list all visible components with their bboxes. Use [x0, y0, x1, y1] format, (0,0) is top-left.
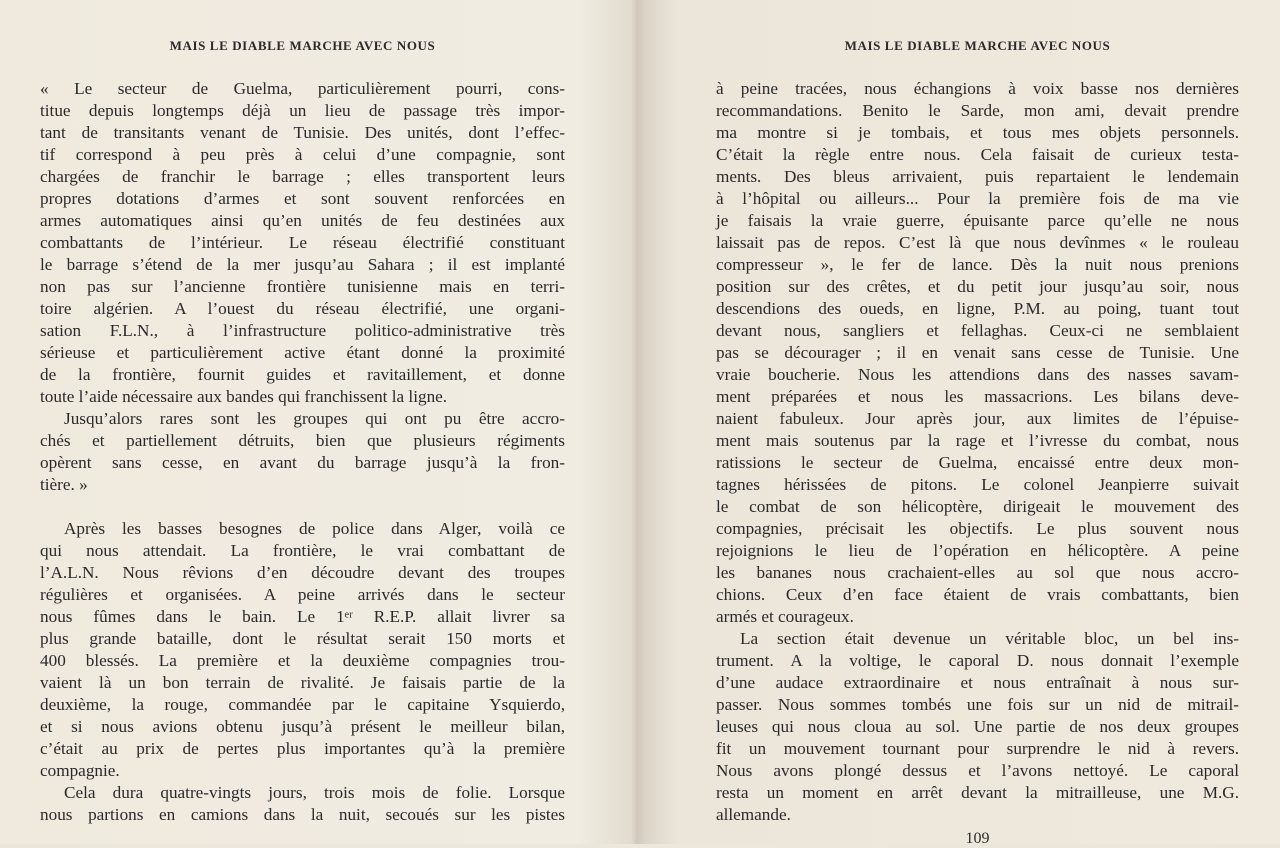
text-line: nous fûmes dans le bain. Le 1ᵉʳ R.E.P. allait livrer sa [40, 607, 565, 626]
text-line: naient fabuleux. Jour après jour, aux limites de l’épuise- [716, 409, 1239, 428]
text-line: tif correspond à peu près à celui d’une compagnie, sont [40, 145, 565, 164]
text-line: non pas sur l’ancienne frontière tunisienne mais en terri- [40, 277, 565, 296]
text-line: propres dotations d’armes et sont souvent renforcées en [40, 189, 565, 208]
text-line: passer. Nous sommes tombés une fois sur un nid de mitrail- [716, 695, 1239, 714]
text-line: combattants de l’intérieur. Le réseau électrifié constituant [40, 233, 565, 252]
text-line: c’était au prix de pertes plus importantes qu’à la première [40, 739, 565, 758]
text-line: tagnes hérissées de pitons. Le colonel Jeanpierre suivait [716, 475, 1239, 494]
text-line: régulières et organisées. A peine arrivés dans le secteur [40, 585, 565, 604]
text-line: vraie boucherie. Nous les attendions dans des nasses savam- [716, 365, 1239, 384]
text-line: l’A.L.N. Nous rêvions d’en découdre devant des troupes [40, 563, 565, 582]
text-line: laissait pas de repos. C’est là que nous devînmes « le rouleau [716, 233, 1239, 252]
text-line: Jusqu’alors rares sont les groupes qui ont pu être accro- [64, 409, 565, 428]
text-line: plus grande bataille, dont le résultat serait 150 morts et [40, 629, 565, 648]
text-line: et si nous avions obtenu jusqu’à présent le meilleur bilan, [40, 717, 565, 736]
text-line: à l’hôpital ou ailleurs... Pour la première fois de ma vie [716, 189, 1239, 208]
text-line: je faisais la vraie guerre, épuisante parce qu’elle ne nous [716, 211, 1239, 230]
body-text [716, 78, 1239, 826]
text-line: sérieuse et particulièrement active étant donné la proximité [40, 343, 565, 362]
text-line: titue depuis longtemps déjà un lieu de passage très impor- [40, 101, 565, 120]
running-head: MAIS LE DIABLE MARCHE AVEC NOUS [169, 38, 436, 53]
text-line: vaient là un bon terrain de rivalité. Je faisais partie de la [40, 673, 565, 692]
paragraph-gap [40, 496, 565, 518]
text-line: ment mais soutenus par la rage et l’ivresse du combat, nous [716, 431, 1239, 450]
text-line: ments. Des bleus arrivaient, puis repartaient le lendemain [716, 167, 1239, 186]
text-line: compagnie. [40, 761, 120, 780]
right-page [716, 0, 1239, 847]
text-line: ratissions le secteur de Guelma, encaissé entre deux mon- [716, 453, 1239, 472]
text-line: tant de transitants venant de Tunisie. Des unités, dont l’effec- [40, 123, 565, 142]
text-line: rejoignions le lieu de l’opération en hélicoptère. A peine [716, 541, 1239, 560]
text-line: Après les basses besognes de police dans Alger, voilà ce [64, 519, 565, 538]
text-line: allemande. [716, 805, 791, 824]
text-line: fit un mouvement tournant pour surprendre le nid à revers. [716, 739, 1239, 758]
text-line: pas se décourager ; il en venait sans cesse de Tunisie. Une [716, 343, 1239, 362]
text-line: leuses qui nous cloua au sol. Une partie de nos deux groupes [716, 717, 1239, 736]
text-line: nous partions en camions dans la nuit, secoués sur les pistes [40, 805, 565, 824]
text-line: opèrent sans cesse, en avant du barrage jusqu’à la fron- [40, 453, 565, 472]
text-line: resta un moment en arrêt devant la mitrailleuse, une M.G. [716, 783, 1239, 802]
text-line: armes automatiques ainsi qu’en unités de feu destinées aux [40, 211, 565, 230]
text-line: à peine tracées, nous échangions à voix basse nos dernières [716, 79, 1239, 98]
text-line: ma montre si je tombais, et tous mes objets personnels. [716, 123, 1239, 142]
left-page [40, 0, 565, 844]
text-line: armés et courageux. [716, 607, 854, 626]
text-line: Nous avons plongé dessus et l’avons nettoyé. Le caporal [716, 761, 1239, 780]
body-text [40, 78, 565, 826]
text-line: La section était devenue un véritable bloc, un bel ins- [740, 629, 1239, 648]
running-head: MAIS LE DIABLE MARCHE AVEC NOUS [844, 38, 1111, 53]
text-line: descendions des oueds, en ligne, P.M. au poing, tuant tout [716, 299, 1239, 318]
text-line: deuxième, la rouge, commandée par le capitaine Ysquierdo, [40, 695, 565, 714]
text-line: toute l’aide nécessaire aux bandes qui franchissent la ligne. [40, 387, 448, 406]
text-line: ment préparées et nous les massacrions. Les bilans deve- [716, 387, 1239, 406]
text-line: sation F.L.N., à l’infrastructure politico-administrative très [40, 321, 565, 340]
text-line: qui nous attendait. La frontière, le vrai combattant de [40, 541, 565, 560]
text-line: chargées de franchir le barrage ; elles transportent leurs [40, 167, 565, 186]
text-line: le combat de son hélicoptère, dirigeait le mouvement des [716, 497, 1239, 516]
text-line: toire algérien. A l’ouest du réseau électrifié, une organi- [40, 299, 565, 318]
text-line: chions. Ceux d’en face étaient de vrais combattants, bien [716, 585, 1239, 604]
text-line: compresseur », le fer de lance. Dès la nuit nous prenions [716, 255, 1239, 274]
text-line: chés et partiellement détruits, bien que plusieurs régiments [40, 431, 565, 450]
text-line: compagnies, précisait les objectifs. Le plus souvent nous [716, 519, 1239, 538]
text-line: recommandations. Benito le Sarde, mon ami, devait prendre [716, 101, 1239, 120]
text-line: tière. » [40, 475, 88, 494]
text-line: les bananes nous crachaient-elles au sol que nous accro- [716, 563, 1239, 582]
text-line: Cela dura quatre-vingts jours, trois mois de folie. Lorsque [64, 783, 565, 802]
text-line: d’une audace extraordinaire et nous entraînait à nous sur- [716, 673, 1239, 692]
text-line: position sur des crêtes, et du petit jour jusqu’au soir, nous [716, 277, 1239, 296]
text-line: le barrage s’étend de la mer jusqu’au Sahara ; il est implanté [40, 255, 565, 274]
text-line: devant nous, sangliers et fellaghas. Ceux-ci ne semblaient [716, 321, 1239, 340]
text-line: trument. A la voltige, le caporal D. nous donnait l’exemple [716, 651, 1239, 670]
text-line: 400 blessés. La première et la deuxième compagnies trou- [40, 651, 565, 670]
text-line: C’était la règle entre nous. Cela faisait de curieux testa- [716, 145, 1239, 164]
page-number: 109 [965, 830, 990, 847]
text-line: « Le secteur de Guelma, particulièrement pourri, cons- [40, 79, 565, 98]
text-line: de la frontière, fournit guides et ravitaillement, et donne [40, 365, 565, 384]
